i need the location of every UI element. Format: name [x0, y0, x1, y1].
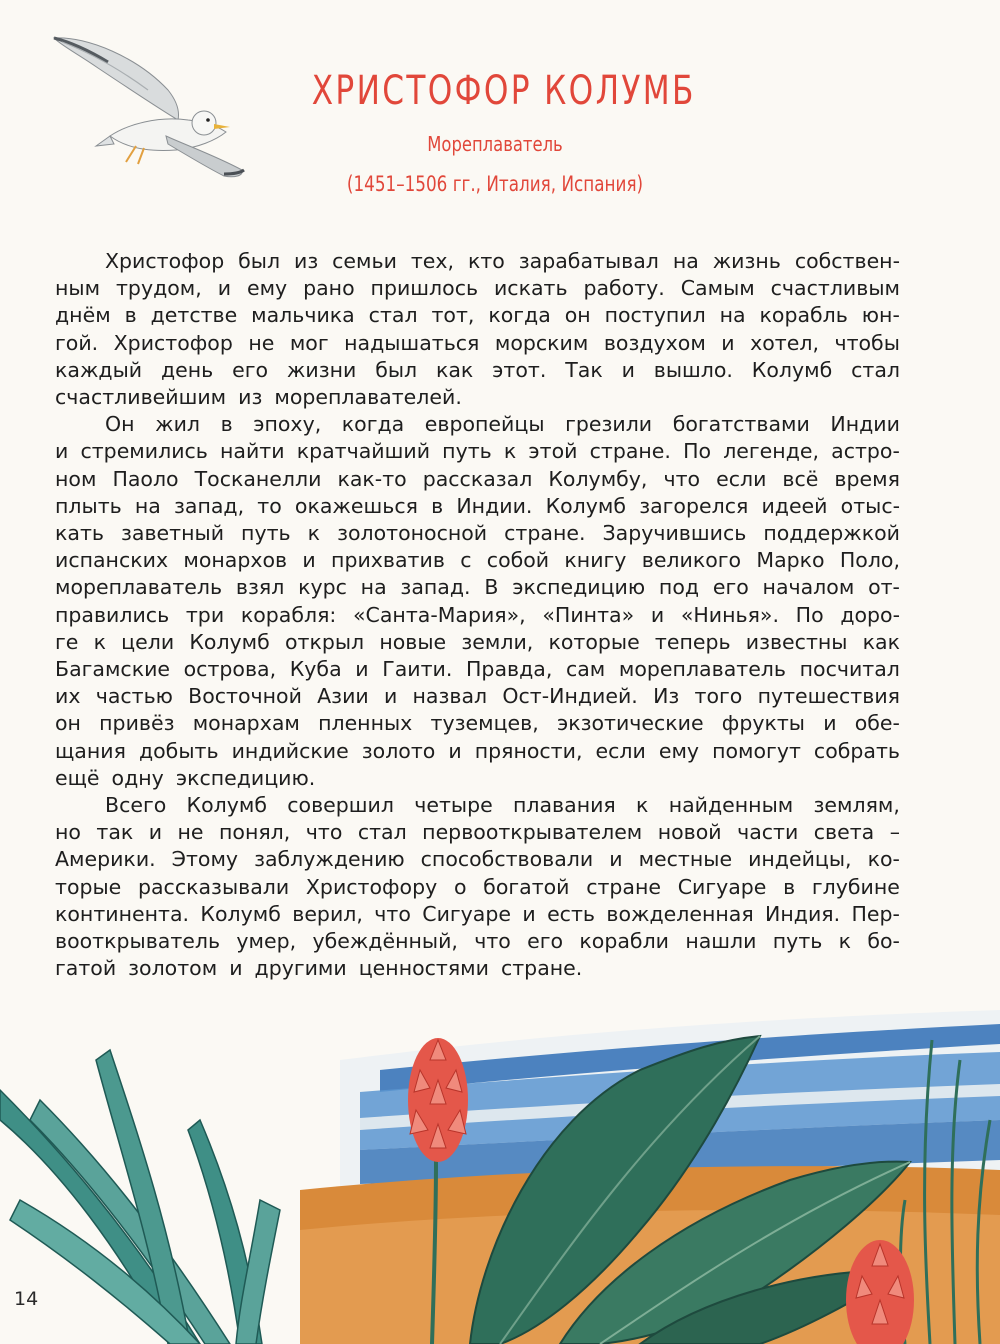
chapter-title: ХРИСТОФОР КОЛУМБ: [311, 68, 696, 114]
text-line: Всего Колумб совершил четыре плавания к найденным землям,: [105, 793, 900, 818]
text-line: плыть на запад, то окажешься в Индии. Колумб загорелся идеей отыс-: [55, 493, 900, 518]
text-line: каждый день его жизни был как этот. Так и вышло. Колумб стал: [55, 357, 900, 382]
page-number: 14: [14, 1288, 39, 1310]
text-line: счастливейшим из мореплавателей.: [55, 385, 462, 410]
tropical-plants-illustration: [0, 1000, 1000, 1344]
text-line: гатой золотом и другими ценностями стране.: [55, 956, 583, 981]
text-line: континента. Колумб верил, что Сигуаре и есть вожделенная Индия. Пер-: [55, 901, 900, 926]
text-line: ным трудом, и ему рано пришлось искать работу. Самым счастливым: [55, 276, 900, 301]
text-line: ге к цели Колумб открыл новые земли, которые теперь известны как: [55, 629, 900, 654]
chapter-dates: (1451–1506 гг., Италия, Испания): [346, 172, 644, 196]
text-line: торые рассказывали Христофору о богатой стране Сигуаре в глубине: [55, 874, 900, 899]
text-line: испанских монархов и прихватив с собой книгу великого Марко Поло,: [55, 548, 900, 573]
text-line: и стремились найти кратчайший путь к этой стране. По легенде, астро-: [55, 439, 900, 464]
text-line: мореплаватель взял курс на запад. В экспедицию под его началом от-: [55, 575, 900, 600]
article-body: [55, 248, 900, 982]
paragraph: [55, 248, 900, 411]
text-line: но так и не понял, что стал первооткрывателем новой части света –: [55, 820, 900, 845]
text-line: вооткрыватель умер, убеждённый, что его корабли нашли путь к бо-: [55, 929, 900, 954]
chapter-header: [260, 64, 730, 198]
text-line: кать заветный путь к золотоносной стране. Заручившись поддержкой: [55, 521, 900, 546]
text-line: ном Паоло Тосканелли как-то рассказал Колумбу, что если всё время: [55, 466, 900, 491]
text-line: щания добыть индийские золото и пряности, если ему помогут собрать: [55, 738, 900, 763]
seagull-illustration: [48, 28, 258, 178]
text-line: правились три корабля: «Санта-Мария», «Пинта» и «Нинья». По доро-: [55, 602, 900, 627]
text-line: гой. Христофор не мог надышаться морским воздухом и хотел, чтобы: [55, 330, 900, 355]
text-line: ещё одну экспедицию.: [55, 765, 316, 790]
text-line: их частью Восточной Азии и назвал Ост-Индией. Из того путешествия: [55, 684, 900, 709]
text-line: Багамские острова, Куба и Гаити. Правда, сам мореплаватель посчитал: [55, 657, 900, 682]
text-line: Он жил в эпоху, когда европейцы грезили богатствами Индии: [105, 412, 900, 437]
text-line: он привёз монархам пленных туземцев, экзотические фрукты и обе-: [55, 711, 900, 736]
text-line: Христофор был из семьи тех, кто зарабатывал на жизнь собствен-: [105, 249, 900, 273]
chapter-subtitle: Мореплаватель: [427, 132, 563, 156]
paragraph: [55, 792, 900, 982]
text-line: Америки. Этому заблуждению способствовали и местные индейцы, ко-: [55, 847, 900, 872]
paragraph: [55, 411, 900, 792]
text-line: днём в детстве мальчика стал тот, когда он поступил на корабль юн-: [55, 303, 900, 328]
